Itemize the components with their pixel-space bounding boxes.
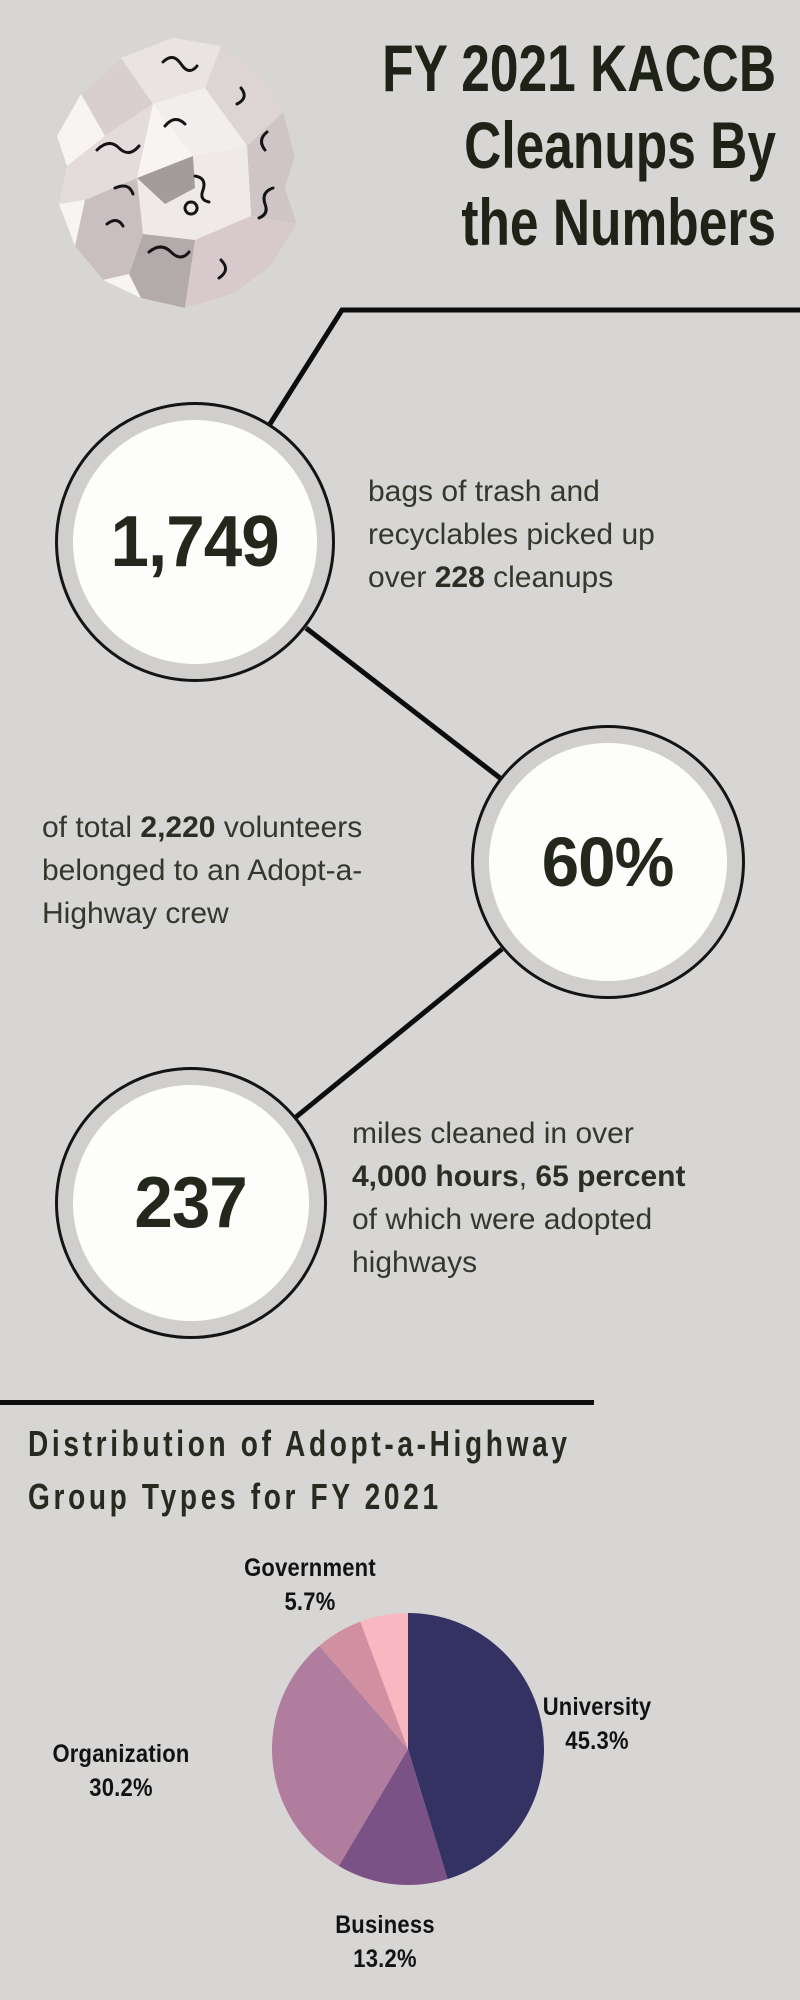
pie-label-organization-name: Organization bbox=[52, 1740, 190, 1768]
stat-desc-bags bbox=[368, 470, 698, 599]
chart-section-title-line1: Distribution of Adopt-a-Highway bbox=[28, 1423, 571, 1464]
stat-desc-volunteers-line2: belonged to an Adopt-a- bbox=[42, 854, 363, 887]
stat-desc-volunteers-line1: of total 2,220 volunteers bbox=[42, 811, 363, 844]
pie-label-business-pct: 13.2% bbox=[353, 1945, 417, 1973]
pie-label-business-name: Business bbox=[335, 1911, 435, 1939]
stat-desc-miles bbox=[352, 1112, 752, 1284]
page-title-line-1: FY 2021 KACCB bbox=[382, 31, 776, 105]
stat-desc-volunteers bbox=[42, 806, 462, 935]
page-title bbox=[216, 30, 776, 261]
stat-desc-miles-line2: 4,000 hours, 65 percent bbox=[352, 1160, 686, 1193]
stat-value-volunteers: 60% bbox=[542, 823, 674, 901]
stat-desc-bags-line2: recyclables picked up bbox=[368, 518, 655, 551]
pie-label-government-pct: 5.7% bbox=[284, 1588, 336, 1616]
stat-circle-bags-disc bbox=[73, 420, 317, 664]
section-divider bbox=[0, 1400, 594, 1405]
pie-label-government bbox=[204, 1551, 415, 1619]
stat-desc-miles-line3: of which were adopted bbox=[352, 1203, 653, 1236]
pie-label-business bbox=[279, 1908, 490, 1976]
page-title-line-3: the Numbers bbox=[461, 185, 776, 259]
pie-label-university-name: University bbox=[542, 1693, 652, 1721]
stat-desc-bags-line1: bags of trash and bbox=[368, 475, 600, 508]
stat-circle-bags bbox=[55, 402, 335, 682]
stat-circle-volunteers bbox=[471, 725, 745, 999]
stat-circle-volunteers-disc bbox=[489, 743, 727, 981]
stat-circle-miles-disc bbox=[73, 1085, 309, 1321]
stat-value-miles: 237 bbox=[134, 1163, 248, 1243]
chart-section-title-line2: Group Types for FY 2021 bbox=[28, 1476, 442, 1517]
pie-label-university-pct: 45.3% bbox=[565, 1727, 629, 1755]
pie-label-organization-pct: 30.2% bbox=[89, 1774, 153, 1802]
pie-label-organization bbox=[15, 1737, 226, 1805]
pie-label-university bbox=[491, 1690, 702, 1758]
stat-desc-bags-line3: over 228 cleanups bbox=[368, 561, 614, 594]
stat-circle-miles bbox=[55, 1067, 327, 1339]
stat-desc-miles-line1: miles cleaned in over bbox=[352, 1117, 634, 1150]
page-title-line-2: Cleanups By bbox=[464, 108, 776, 182]
stat-desc-volunteers-line3: Highway crew bbox=[42, 897, 229, 930]
chart-section-title bbox=[28, 1417, 724, 1523]
stat-desc-miles-line4: highways bbox=[352, 1246, 478, 1279]
stat-value-bags: 1,749 bbox=[110, 502, 280, 582]
pie-label-government-name: Government bbox=[244, 1554, 376, 1582]
